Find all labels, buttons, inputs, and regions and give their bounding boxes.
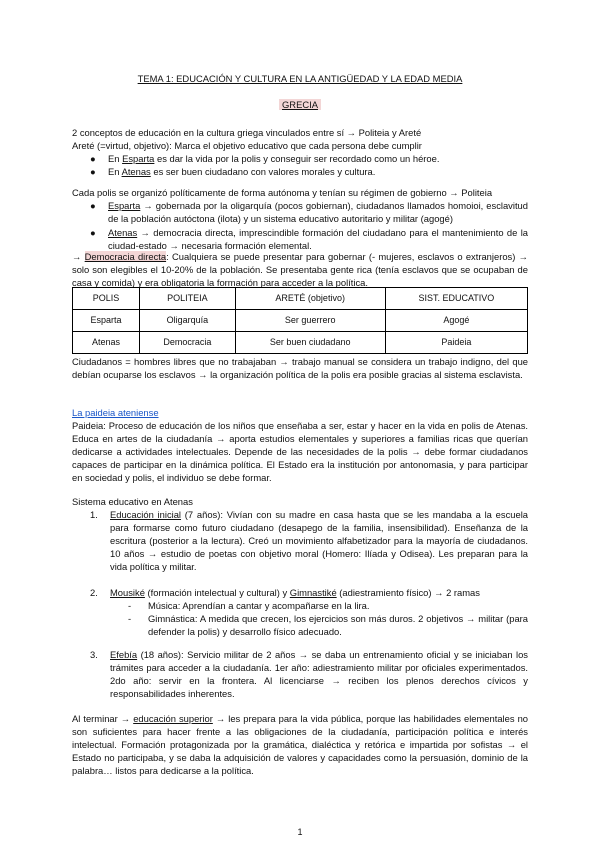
mousike-rest: (adiestramiento físico) → 2 ramas (336, 587, 480, 598)
mousike-term: Mousiké (110, 587, 145, 598)
sub-bullet: - (128, 613, 132, 624)
list-number: 2. (90, 587, 98, 598)
esparta-term: Esparta (122, 153, 155, 164)
table-header-row (73, 288, 528, 310)
intro-line-1: 2 conceptos de educación en la cultura griega vinculados entre sí → Politeia y Areté (72, 127, 422, 138)
efebia-term: Efebía (110, 649, 138, 660)
educacion-superior-text: → les prepara para la vida pública, porque las habilidades elementales no son suficientes para hacer frente a las obligaciones de la ciudadanía, participación política e interés intelectual. Formación protagonizada por la gramática, dialéctica y retórica e impartida por sofistas → el Estado no participaba, y se daba la adquisición de valores y capacidades como la persuasión, dominio de la palabra… listos para dedicarse a la política. (72, 713, 528, 776)
bullet-dot: ● (90, 227, 96, 238)
final-pre: Al terminar → (72, 713, 134, 724)
list-number: 3. (90, 649, 98, 660)
arete-esparta-text: es dar la vida por la polis y conseguir ser recordado como un héroe. (154, 153, 440, 164)
educacion-superior-term: educación superior (133, 713, 213, 724)
esparta-term: Esparta (108, 200, 141, 211)
table-header-cell: POLITEIA (140, 288, 236, 310)
educacion-superior-paragraph (72, 712, 528, 777)
gimnastica-item: Gimnástica: A medida que crecen, los ejercicios son más duros. 2 objetivos → militar (para defender la polis) y desarrollo físico adecuado. (148, 613, 528, 637)
politeia-intro: Cada polis se organizó políticamente de forma autónoma y tenían su régimen de gobierno → Politeia (72, 187, 493, 198)
table-cell: Oligarquía (140, 310, 236, 332)
polis-comparison-table (72, 287, 528, 354)
ciudadanos-paragraph: Ciudadanos = hombres libres que no trabajaban → trabajo manual se considera un trabajo indigno, del que debían ocuparse los esclavos → la organización política de la polis era posible gracias al sistema esclavista. (72, 356, 528, 380)
educacion-inicial-text: (7 años): Vivían con su madre en casa hasta que se les mandaba a la escuela para formarse como futuro ciudadano (desapego de la familia, insensibilidad). Enseñanza de la escritura (posterior a la lectura). Creó un movimiento alfabetizador para la mayoría de ciudadanos. 10 años → estudio de poetas con objetivo moral (Homero: Ilíada y Odisea). Les preparan para la vida política y militar. (110, 509, 528, 572)
musica-item: Música: Aprendían a cantar y acompañarse en la lira. (148, 600, 370, 611)
table-cell: Ser guerrero (235, 310, 385, 332)
democracia-directa-term: Democracia directa (84, 251, 167, 262)
gimnastike-term: Gimnastiké (289, 587, 337, 598)
table-row (73, 332, 528, 354)
table-header-cell: POLIS (73, 288, 140, 310)
efebia-item (110, 648, 528, 700)
page-number: 1 (297, 827, 303, 837)
paideia-heading-link[interactable]: La paideia ateniense (72, 407, 159, 418)
table-cell: Atenas (73, 332, 140, 354)
mousike-item (110, 586, 528, 599)
paideia-heading[interactable] (72, 406, 528, 419)
section-heading (72, 98, 528, 111)
document-title: TEMA 1: EDUCACIÓN Y CULTURA EN LA ANTIGÜEDAD Y LA EDAD MEDIA (137, 73, 463, 84)
politeia-atenas-text: → democracia directa, imprescindible formación del ciudadano para el mantenimiento de la ciudad-estado → necesaria formación elemental. (108, 227, 528, 251)
paideia-paragraph: Paideia: Proceso de educación de los niños que enseñaba a ser, estar y hacer en la vida en polis de Atenas. Educa en artes de la ciudadanía → aporta estudios elementales y superiores a familias ricas que querían dedicarse a actividades intelectuales. Depende de las necesidades de la polis → debe formar ciudadanos capaces de participar en la dinámica política. El Estado era la institución por antonomasia, y para participar en sociedad y polis, el individuo se debe formar. (72, 420, 528, 483)
politeia-esparta-text: → gobernada por la oligarquía (pocos gobiernan), ciudadanos llamados homoioi, esclavitud de la población autóctona (ilota) y un sistema educativo autoritario y militar (agogé) (108, 200, 528, 224)
intro-line-2: Areté (=virtud, objetivo): Marca el objetivo educativo que cada persona debe cumplir (72, 140, 422, 151)
table-header-cell: ARETÉ (objetivo) (235, 288, 385, 310)
section-grecia: GRECIA (279, 99, 321, 110)
table-cell: Paideia (385, 332, 527, 354)
mousike-mid: (formación intelectual y cultural) y (144, 587, 290, 598)
table-row (73, 310, 528, 332)
table-cell: Ser buen ciudadano (235, 332, 385, 354)
sistema-heading: Sistema educativo en Atenas (72, 496, 193, 507)
table-cell: Esparta (73, 310, 140, 332)
politeia-esparta (108, 199, 528, 225)
democracia-directa-text: : Cualquiera se puede presentar para gobernar (- mujeres, esclavos o extranjeros) → solo son elegibles el 10-20% de la población. Se presentaba gente rica (tenía esclavos que se ocupaban de casa y comida) y era obligatoria la formación para acceder a la política. (72, 251, 528, 288)
table-cell: Democracia (140, 332, 236, 354)
educacion-inicial-term: Educación inicial (110, 509, 182, 520)
democracia-directa-paragraph: → Democracia directa: Cualquiera se puede presentar para gobernar (- mujeres, esclavos o extranjeros) → solo son elegibles el 10-20% de la población. Se presentaba gente rica (tenía esclavos que se ocupaban de casa y comida) y era obligatoria la formación para acceder a la política. (72, 251, 528, 288)
educacion-inicial-item (110, 508, 528, 573)
table-cell: Agogé (385, 310, 527, 332)
arete-atenas: En Atenas es ser buen ciudadano con valores morales y cultura. (108, 166, 376, 177)
arete-esparta: En Esparta es dar la vida por la polis y conseguir ser recordado como un héroe. (108, 153, 440, 164)
atenas-term: Atenas (121, 166, 151, 177)
list-number: 1. (90, 509, 98, 520)
sub-bullet: - (128, 600, 132, 611)
politeia-atenas (108, 226, 528, 252)
efebia-text: (18 años): Servicio militar de 2 años → se daba un entrenamiento oficial y se iniciaban los trámites para acceder a la ciudadanía. 1er año: adiestramiento militar por oficiales experimentados. 2do año: servir en la frontera. Al licenciarse → reciben los plenos derechos cívicos y responsabilidades inherentes. (110, 649, 528, 699)
bullet-dot: ● (90, 200, 96, 211)
bullet-dot: ● (90, 166, 96, 177)
arete-atenas-text: es ser buen ciudadano con valores morales y cultura. (150, 166, 376, 177)
atenas-term: Atenas (108, 227, 138, 238)
bullet-dot: ● (90, 153, 96, 164)
table-header-cell: SIST. EDUCATIVO (385, 288, 527, 310)
